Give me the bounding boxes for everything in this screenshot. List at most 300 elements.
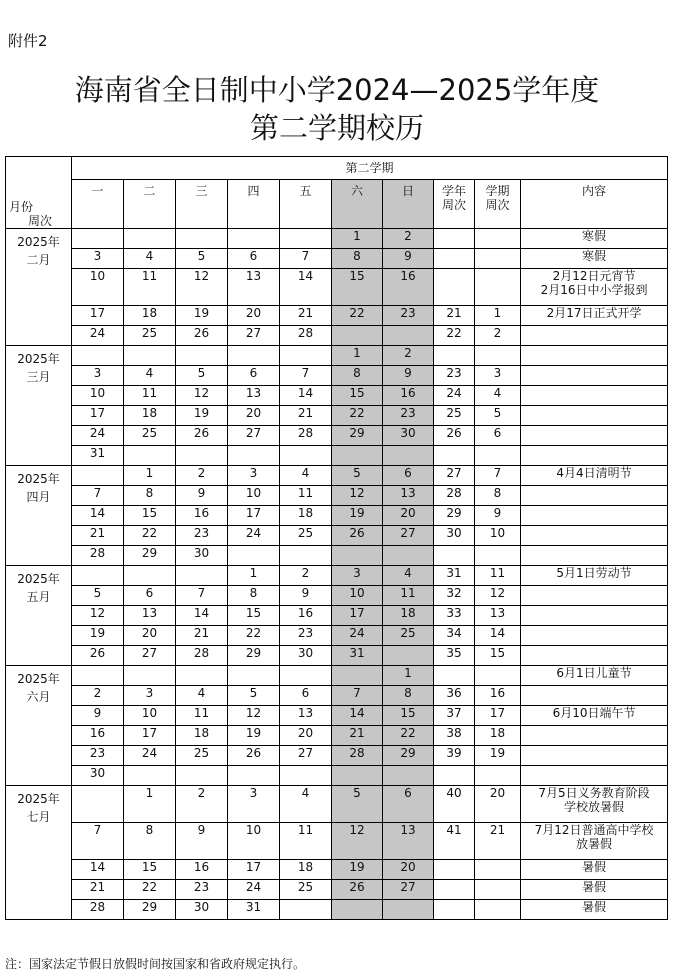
school-week-number: 41 <box>434 823 475 860</box>
week-row <box>6 486 668 506</box>
week-row <box>6 466 668 486</box>
semester-week-number: 14 <box>475 626 521 646</box>
day-cell: 24 <box>72 326 124 346</box>
day-cell <box>124 346 176 366</box>
day-cell <box>124 566 176 586</box>
semester-week-number: 20 <box>475 786 521 823</box>
day-cell: 15 <box>332 269 383 306</box>
document-title: 海南省全日制中小学2024—2025学年度 <box>74 73 600 107</box>
day-cell <box>332 766 383 786</box>
day-cell: 22 <box>332 406 383 426</box>
day-cell: 4 <box>124 249 176 269</box>
content-cell <box>521 446 668 466</box>
day-cell: 23 <box>280 626 332 646</box>
week-row <box>6 766 668 786</box>
day-cell: 11 <box>176 706 228 726</box>
semester-week-number: 13 <box>475 606 521 626</box>
day-cell: 15 <box>228 606 280 626</box>
day-cell: 22 <box>383 726 434 746</box>
day-cell: 2 <box>176 466 228 486</box>
day-cell: 7 <box>280 249 332 269</box>
day-cell: 25 <box>280 526 332 546</box>
day-cell: 22 <box>332 306 383 326</box>
day-cell: 7 <box>332 686 383 706</box>
day-cell: 18 <box>176 726 228 746</box>
weekday-header: 二 <box>124 180 176 229</box>
content-cell <box>521 586 668 606</box>
day-cell: 15 <box>332 386 383 406</box>
day-cell: 8 <box>332 249 383 269</box>
day-cell <box>124 666 176 686</box>
week-row <box>6 346 668 366</box>
day-cell <box>383 900 434 920</box>
day-cell: 3 <box>228 466 280 486</box>
day-cell: 27 <box>280 746 332 766</box>
weekday-header: 日 <box>383 180 434 229</box>
day-cell <box>176 446 228 466</box>
day-cell <box>332 666 383 686</box>
day-cell: 28 <box>72 900 124 920</box>
school-week-number: 36 <box>434 686 475 706</box>
school-week-number <box>434 446 475 466</box>
semester-week-number <box>475 766 521 786</box>
document-subtitle: 第二学期校历 <box>249 111 424 145</box>
day-cell: 5 <box>228 686 280 706</box>
day-cell: 8 <box>332 366 383 386</box>
week-row <box>6 426 668 446</box>
week-row <box>6 446 668 466</box>
day-cell: 28 <box>280 426 332 446</box>
day-cell: 9 <box>72 706 124 726</box>
weekday-header: 六 <box>332 180 383 229</box>
day-cell: 21 <box>72 880 124 900</box>
day-cell: 10 <box>332 586 383 606</box>
day-cell: 7 <box>72 486 124 506</box>
semester-week-number <box>475 666 521 686</box>
day-cell: 7 <box>72 823 124 860</box>
day-cell: 23 <box>72 746 124 766</box>
day-cell: 2 <box>280 566 332 586</box>
semester-week-number <box>475 229 521 249</box>
semester-week-number: 7 <box>475 466 521 486</box>
content-cell: 暑假 <box>521 900 668 920</box>
day-cell: 2 <box>72 686 124 706</box>
day-cell: 24 <box>332 626 383 646</box>
day-cell: 30 <box>72 766 124 786</box>
month-year: 2025年 <box>17 472 60 486</box>
day-cell: 23 <box>176 880 228 900</box>
day-cell <box>383 766 434 786</box>
day-cell: 4 <box>124 366 176 386</box>
day-cell: 3 <box>72 366 124 386</box>
day-cell: 26 <box>228 746 280 766</box>
school-week-number: 28 <box>434 486 475 506</box>
day-cell: 9 <box>176 823 228 860</box>
day-cell: 26 <box>72 646 124 666</box>
day-cell: 27 <box>228 426 280 446</box>
day-cell: 19 <box>72 626 124 646</box>
month-name: 七月 <box>26 810 51 824</box>
content-cell <box>521 766 668 786</box>
day-cell: 25 <box>176 746 228 766</box>
day-cell: 1 <box>332 346 383 366</box>
week-row <box>6 249 668 269</box>
day-cell: 9 <box>383 249 434 269</box>
month-name: 三月 <box>26 370 51 384</box>
day-cell: 19 <box>176 406 228 426</box>
week-row <box>6 823 668 860</box>
school-week-number: 38 <box>434 726 475 746</box>
month-cell <box>6 466 72 566</box>
semester-week-number: 12 <box>475 586 521 606</box>
semester-week-number: 11 <box>475 566 521 586</box>
day-cell: 20 <box>280 726 332 746</box>
semester-week-number: 15 <box>475 646 521 666</box>
day-cell: 9 <box>383 366 434 386</box>
header-week-label: 周次 <box>28 214 53 228</box>
day-cell: 13 <box>280 706 332 726</box>
day-cell: 8 <box>228 586 280 606</box>
day-cell: 20 <box>383 860 434 880</box>
school-week-number: 40 <box>434 786 475 823</box>
day-cell: 11 <box>124 269 176 306</box>
day-cell: 2 <box>383 229 434 249</box>
day-cell: 30 <box>280 646 332 666</box>
week-row <box>6 506 668 526</box>
day-cell <box>176 566 228 586</box>
day-cell: 3 <box>332 566 383 586</box>
content-cell <box>521 606 668 626</box>
school-week-number: 22 <box>434 326 475 346</box>
day-cell: 3 <box>228 786 280 823</box>
semester-week-header: 学期 周次 <box>475 180 521 229</box>
day-cell: 28 <box>72 546 124 566</box>
attachment-label: 附件2 <box>8 32 48 50</box>
weekday-header: 四 <box>228 180 280 229</box>
day-cell: 6 <box>280 686 332 706</box>
day-cell: 5 <box>176 249 228 269</box>
weekday-header: 一 <box>72 180 124 229</box>
day-cell: 3 <box>124 686 176 706</box>
day-cell <box>72 466 124 486</box>
content-cell: 寒假 <box>521 229 668 249</box>
week-row <box>6 646 668 666</box>
day-cell: 21 <box>280 306 332 326</box>
day-cell: 22 <box>124 880 176 900</box>
day-cell: 23 <box>176 526 228 546</box>
day-cell: 5 <box>332 786 383 823</box>
month-cell <box>6 566 72 666</box>
day-cell <box>124 446 176 466</box>
day-cell: 10 <box>72 269 124 306</box>
day-cell: 1 <box>124 466 176 486</box>
day-cell <box>280 346 332 366</box>
day-cell: 5 <box>332 466 383 486</box>
day-cell: 12 <box>72 606 124 626</box>
week-row <box>6 326 668 346</box>
day-cell: 15 <box>124 506 176 526</box>
content-cell: 暑假 <box>521 860 668 880</box>
month-name: 二月 <box>26 253 51 267</box>
day-cell: 28 <box>332 746 383 766</box>
day-cell: 1 <box>228 566 280 586</box>
day-cell <box>332 546 383 566</box>
day-cell: 27 <box>383 526 434 546</box>
day-cell: 16 <box>383 269 434 306</box>
day-cell: 23 <box>383 306 434 326</box>
day-cell: 2 <box>383 346 434 366</box>
semester-week-number: 9 <box>475 506 521 526</box>
content-cell <box>521 546 668 566</box>
day-cell: 24 <box>124 746 176 766</box>
day-cell: 31 <box>228 900 280 920</box>
day-cell: 11 <box>383 586 434 606</box>
day-cell: 15 <box>383 706 434 726</box>
week-row <box>6 786 668 823</box>
day-cell <box>124 766 176 786</box>
day-cell <box>383 546 434 566</box>
school-week-number <box>434 880 475 900</box>
content-cell <box>521 646 668 666</box>
day-cell: 14 <box>280 269 332 306</box>
day-cell: 10 <box>72 386 124 406</box>
day-cell: 6 <box>124 586 176 606</box>
day-cell <box>72 229 124 249</box>
school-week-number <box>434 860 475 880</box>
day-cell: 1 <box>332 229 383 249</box>
content-cell <box>521 746 668 766</box>
day-cell: 1 <box>124 786 176 823</box>
semester-week-number: 10 <box>475 526 521 546</box>
day-cell: 6 <box>228 249 280 269</box>
day-cell: 14 <box>72 860 124 880</box>
week-row <box>6 586 668 606</box>
day-cell: 13 <box>124 606 176 626</box>
day-cell: 25 <box>124 326 176 346</box>
day-cell: 19 <box>332 506 383 526</box>
day-cell: 7 <box>176 586 228 606</box>
footnote: 注：国家法定节假日放假时间按国家和省政府规定执行。 <box>5 957 306 971</box>
semester-week-number: 21 <box>475 823 521 860</box>
semester-week-number: 5 <box>475 406 521 426</box>
day-cell: 30 <box>176 900 228 920</box>
day-cell: 12 <box>228 706 280 726</box>
semester-week-number <box>475 346 521 366</box>
content-cell <box>521 406 668 426</box>
day-cell: 27 <box>228 326 280 346</box>
day-cell: 6 <box>383 786 434 823</box>
content-cell: 6月1日儿童节 <box>521 666 668 686</box>
day-cell: 8 <box>124 486 176 506</box>
day-cell: 26 <box>332 526 383 546</box>
semester-week-number <box>475 249 521 269</box>
week-row <box>6 686 668 706</box>
day-cell: 1 <box>383 666 434 686</box>
day-cell: 18 <box>124 406 176 426</box>
weekday-header: 三 <box>176 180 228 229</box>
day-cell <box>332 326 383 346</box>
day-cell: 10 <box>124 706 176 726</box>
week-row <box>6 566 668 586</box>
day-cell <box>124 229 176 249</box>
day-cell: 17 <box>332 606 383 626</box>
day-cell <box>383 326 434 346</box>
day-cell: 13 <box>228 386 280 406</box>
week-row <box>6 366 668 386</box>
school-week-number <box>434 900 475 920</box>
day-cell: 18 <box>280 860 332 880</box>
month-cell <box>6 786 72 920</box>
day-cell: 15 <box>124 860 176 880</box>
day-cell: 4 <box>383 566 434 586</box>
day-cell: 11 <box>280 486 332 506</box>
day-cell <box>332 900 383 920</box>
day-cell: 13 <box>383 823 434 860</box>
month-year: 2025年 <box>17 792 60 806</box>
week-row <box>6 386 668 406</box>
day-cell: 24 <box>228 526 280 546</box>
semester-week-number: 6 <box>475 426 521 446</box>
semester-week-number <box>475 860 521 880</box>
header-row-semester <box>6 157 668 180</box>
month-name: 五月 <box>26 590 51 604</box>
school-week-number: 21 <box>434 306 475 326</box>
day-cell: 27 <box>124 646 176 666</box>
day-cell <box>383 646 434 666</box>
day-cell <box>280 546 332 566</box>
school-week-number <box>434 766 475 786</box>
day-cell: 29 <box>124 546 176 566</box>
day-cell: 20 <box>383 506 434 526</box>
month-year: 2025年 <box>17 672 60 686</box>
day-cell <box>280 229 332 249</box>
semester-week-number <box>475 880 521 900</box>
semester-week-number <box>475 546 521 566</box>
day-cell: 29 <box>383 746 434 766</box>
header-semester: 第二学期 <box>72 157 668 180</box>
content-cell: 4月4日清明节 <box>521 466 668 486</box>
day-cell: 21 <box>332 726 383 746</box>
content-cell <box>521 626 668 646</box>
header-row-days <box>6 180 668 229</box>
week-row <box>6 269 668 306</box>
school-week-number <box>434 249 475 269</box>
day-cell <box>72 346 124 366</box>
content-cell: 2月12日元宵节 2月16日中小学报到 <box>521 269 668 306</box>
day-cell: 16 <box>280 606 332 626</box>
week-row <box>6 626 668 646</box>
school-week-number: 23 <box>434 366 475 386</box>
semester-week-number: 16 <box>475 686 521 706</box>
day-cell <box>72 666 124 686</box>
week-row <box>6 546 668 566</box>
semester-week-number: 18 <box>475 726 521 746</box>
month-name: 六月 <box>26 690 51 704</box>
school-week-header: 学年 周次 <box>434 180 475 229</box>
semester-week-number: 1 <box>475 306 521 326</box>
content-cell <box>521 426 668 446</box>
day-cell <box>332 446 383 466</box>
content-cell <box>521 526 668 546</box>
day-cell: 24 <box>72 426 124 446</box>
month-cell <box>6 346 72 466</box>
day-cell: 4 <box>280 786 332 823</box>
day-cell: 16 <box>72 726 124 746</box>
week-row <box>6 526 668 546</box>
semester-week-number: 2 <box>475 326 521 346</box>
week-row <box>6 229 668 249</box>
school-week-number: 30 <box>434 526 475 546</box>
semester-week-number: 19 <box>475 746 521 766</box>
content-cell <box>521 486 668 506</box>
day-cell: 10 <box>228 486 280 506</box>
school-week-number: 27 <box>434 466 475 486</box>
school-week-number: 24 <box>434 386 475 406</box>
day-cell: 26 <box>332 880 383 900</box>
day-cell: 25 <box>383 626 434 646</box>
day-cell <box>280 766 332 786</box>
day-cell: 23 <box>383 406 434 426</box>
day-cell: 24 <box>228 880 280 900</box>
day-cell <box>228 229 280 249</box>
day-cell <box>280 900 332 920</box>
day-cell: 20 <box>228 406 280 426</box>
day-cell: 25 <box>280 880 332 900</box>
day-cell: 12 <box>176 386 228 406</box>
school-week-number <box>434 346 475 366</box>
content-cell: 寒假 <box>521 249 668 269</box>
day-cell <box>383 446 434 466</box>
school-week-number: 39 <box>434 746 475 766</box>
day-cell: 19 <box>228 726 280 746</box>
day-cell: 11 <box>124 386 176 406</box>
day-cell: 14 <box>332 706 383 726</box>
day-cell: 5 <box>72 586 124 606</box>
day-cell: 14 <box>176 606 228 626</box>
month-year: 2025年 <box>17 235 60 249</box>
day-cell <box>228 446 280 466</box>
semester-week-number: 17 <box>475 706 521 726</box>
day-cell: 26 <box>176 326 228 346</box>
day-cell <box>280 446 332 466</box>
school-week-number <box>434 666 475 686</box>
day-cell <box>72 786 124 823</box>
day-cell: 21 <box>280 406 332 426</box>
day-cell: 14 <box>280 386 332 406</box>
week-row <box>6 880 668 900</box>
day-cell <box>280 666 332 686</box>
day-cell: 18 <box>124 306 176 326</box>
month-cell <box>6 229 72 346</box>
school-week-number: 29 <box>434 506 475 526</box>
semester-week-number <box>475 269 521 306</box>
semester-week-number <box>475 446 521 466</box>
content-cell: 7月12日普通高中学校 放暑假 <box>521 823 668 860</box>
day-cell <box>228 666 280 686</box>
day-cell <box>176 666 228 686</box>
day-cell: 12 <box>332 823 383 860</box>
school-week-number: 35 <box>434 646 475 666</box>
week-row <box>6 606 668 626</box>
day-cell: 6 <box>383 466 434 486</box>
day-cell <box>72 566 124 586</box>
content-cell: 7月5日义务教育阶段 学校放暑假 <box>521 786 668 823</box>
week-row <box>6 860 668 880</box>
day-cell: 29 <box>332 426 383 446</box>
week-row <box>6 306 668 326</box>
day-cell: 13 <box>228 269 280 306</box>
day-cell: 8 <box>124 823 176 860</box>
